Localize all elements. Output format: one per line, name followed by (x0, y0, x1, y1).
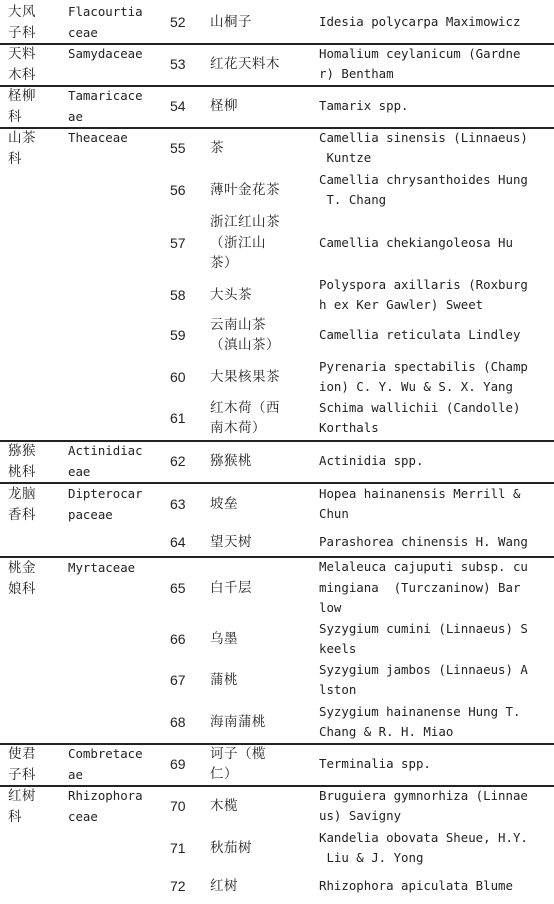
species-name-cn: 云南山茶 (210, 316, 266, 333)
species-number: 60 (170, 368, 186, 385)
species-name-latin: Camellia sinensis (Linnaeus) (319, 129, 528, 145)
family-name-cn: 子科 (8, 24, 36, 41)
species-number: 59 (170, 326, 186, 343)
species-number: 65 (170, 579, 186, 596)
species-number: 70 (170, 797, 186, 814)
species-name-cn: 茶） (210, 255, 238, 272)
family-name-cn: 子科 (8, 766, 36, 783)
family-name-latin: Combretace (68, 746, 143, 761)
species-name-latin: lston (319, 682, 357, 697)
species-name-cn: 望天树 (210, 533, 252, 550)
species-name-latin: low (319, 600, 342, 616)
species-name-cn: 坡垒 (210, 495, 238, 512)
species-name-cn: 诃子（榄 (210, 745, 266, 762)
family-name-cn: 香科 (8, 506, 36, 523)
group-divider (0, 440, 554, 442)
family-name-cn: 天料 (8, 46, 36, 62)
species-number: 63 (170, 495, 186, 512)
species-name-cn: 红木荷（西 (210, 399, 280, 416)
species-name-cn: （滇山茶） (210, 337, 280, 353)
species-name-latin: Camellia chrysanthoides Hung (319, 171, 528, 187)
family-name-cn: 使君 (8, 746, 36, 762)
species-name-cn: 浙江红山茶 (210, 214, 280, 231)
family-name-cn: 大风 (8, 4, 36, 20)
family-name-latin: Myrtaceae (68, 560, 136, 575)
species-name-latin: Melaleuca cajuputi subsp. cu (319, 559, 528, 575)
family-name-cn: 龙脑 (8, 486, 36, 502)
species-number: 69 (170, 755, 186, 772)
species-name-cn: 海南蒲桃 (210, 713, 266, 730)
species-number: 61 (170, 409, 186, 426)
family-name-cn: 科 (8, 150, 22, 167)
family-name-cn: 桃金 (8, 560, 36, 576)
group-divider (0, 43, 554, 45)
species-name-latin: Chun (319, 506, 349, 521)
family-name-latin: Rhizophora (68, 788, 143, 803)
species-name-latin: Camellia chekiangoleosa Hu (319, 234, 513, 250)
family-name-cn: 红树 (8, 788, 36, 804)
family-name-latin: ceae (68, 24, 98, 40)
family-name-cn: 娘科 (8, 580, 36, 597)
species-name-latin: ion) C. Y. Wu & S. X. Yang (319, 379, 513, 394)
species-number: 55 (170, 139, 186, 156)
family-name-latin: ae (68, 108, 83, 124)
species-name-cn: （浙江山 (210, 234, 266, 251)
group-divider (0, 785, 554, 787)
species-number: 71 (170, 839, 186, 856)
group-divider (0, 85, 554, 87)
species-number: 53 (170, 55, 186, 72)
family-name-latin: ceae (68, 808, 98, 824)
family-name-cn: 木科 (8, 66, 36, 83)
species-name-cn: 木榄 (210, 797, 238, 814)
species-name-cn: 蒲桃 (210, 671, 238, 688)
species-name-cn: 乌墨 (210, 630, 238, 647)
group-divider (0, 743, 554, 745)
species-name-latin: Tamarix spp. (319, 97, 409, 113)
species-name-cn: 薄叶金花茶 (210, 181, 280, 198)
species-name-cn: 南木荷） (210, 420, 266, 436)
species-name-latin: r) Bentham (319, 66, 394, 81)
species-name-latin: Kandelia obovata Sheue, H.Y. (319, 829, 528, 845)
species-name-cn: 红花天料木 (210, 55, 280, 72)
family-name-latin: Samydaceae (68, 46, 143, 61)
group-divider (0, 127, 554, 129)
species-number: 54 (170, 97, 186, 114)
species-number: 58 (170, 286, 186, 303)
species-number: 64 (170, 533, 186, 550)
species-name-latin: Hopea hainanensis Merrill & (319, 485, 521, 501)
family-name-latin: Actinidiac (68, 443, 143, 458)
species-name-latin: Bruguiera gymnorhiza (Linnae (319, 787, 528, 803)
species-name-latin: Syzygium cumini (Linnaeus) S (319, 620, 528, 636)
species-number: 67 (170, 671, 186, 688)
species-name-latin: h ex Ker Gawler) Sweet (319, 297, 484, 312)
species-name-latin: Syzygium jambos (Linnaeus) A (319, 661, 528, 677)
species-name-latin: Terminalia spp. (319, 755, 431, 771)
species-name-cn: 猕猴桃 (210, 452, 252, 469)
species-number: 52 (170, 13, 186, 30)
family-name-cn: 山茶 (8, 130, 36, 146)
species-name-latin: Schima wallichii (Candolle) (319, 399, 521, 415)
family-name-cn: 猕猴 (8, 443, 36, 459)
family-name-latin: ae (68, 766, 83, 782)
species-name-cn: 仁） (210, 766, 238, 782)
family-name-cn: 科 (8, 808, 22, 825)
species-name-latin: Pyrenaria spectabilis (Champ (319, 358, 528, 374)
species-name-latin: Camellia reticulata Lindley (319, 326, 521, 342)
species-name-cn: 大头茶 (210, 286, 252, 303)
species-name-cn: 白千层 (210, 579, 252, 596)
species-name-latin: Liu & J. Yong (319, 850, 424, 865)
species-name-latin: keels (319, 641, 357, 656)
family-name-latin: Dipterocar (68, 486, 143, 501)
species-name-latin: Homalium ceylanicum (Gardne (319, 45, 521, 61)
species-name-latin: Rhizophora apiculata Blume (319, 877, 513, 893)
species-number: 72 (170, 877, 186, 894)
species-name-cn: 秋茄树 (210, 839, 252, 856)
species-name-cn: 山桐子 (210, 13, 252, 30)
family-name-cn: 桃科 (8, 463, 36, 480)
species-name-latin: T. Chang (319, 192, 387, 207)
species-name-latin: Parashorea chinensis H. Wang (319, 533, 528, 549)
species-number: 68 (170, 713, 186, 730)
species-name-latin: Kuntze (319, 150, 372, 165)
species-name-latin: Idesia polycarpa Maximowicz (319, 13, 521, 29)
species-number: 57 (170, 234, 186, 251)
species-name-latin: us) Savigny (319, 808, 402, 823)
species-number: 62 (170, 452, 186, 469)
family-name-latin: Theaceae (68, 130, 128, 145)
group-divider (0, 556, 554, 558)
family-name-latin: paceae (68, 506, 113, 522)
species-name-cn: 柽柳 (210, 97, 238, 114)
family-name-latin: eae (68, 463, 91, 479)
family-name-cn: 柽柳 (8, 88, 36, 104)
species-name-cn: 大果核果茶 (210, 368, 280, 385)
species-name-cn: 茶 (210, 139, 224, 156)
species-name-latin: mingiana (Turczaninow) Bar (319, 579, 521, 595)
species-number: 56 (170, 181, 186, 198)
family-name-latin: Tamaricace (68, 88, 143, 103)
species-name-latin: Actinidia spp. (319, 452, 424, 468)
family-name-latin: Flacourtia (68, 4, 143, 19)
species-name-latin: Korthals (319, 420, 379, 435)
species-number: 66 (170, 630, 186, 647)
species-name-latin: Syzygium hainanense Hung T. (319, 703, 521, 719)
family-name-cn: 科 (8, 108, 22, 125)
group-divider (0, 482, 554, 484)
species-name-latin: Chang & R. H. Miao (319, 724, 454, 739)
species-name-latin: Polyspora axillaris (Roxburg (319, 276, 528, 292)
species-name-cn: 红树 (210, 877, 238, 894)
